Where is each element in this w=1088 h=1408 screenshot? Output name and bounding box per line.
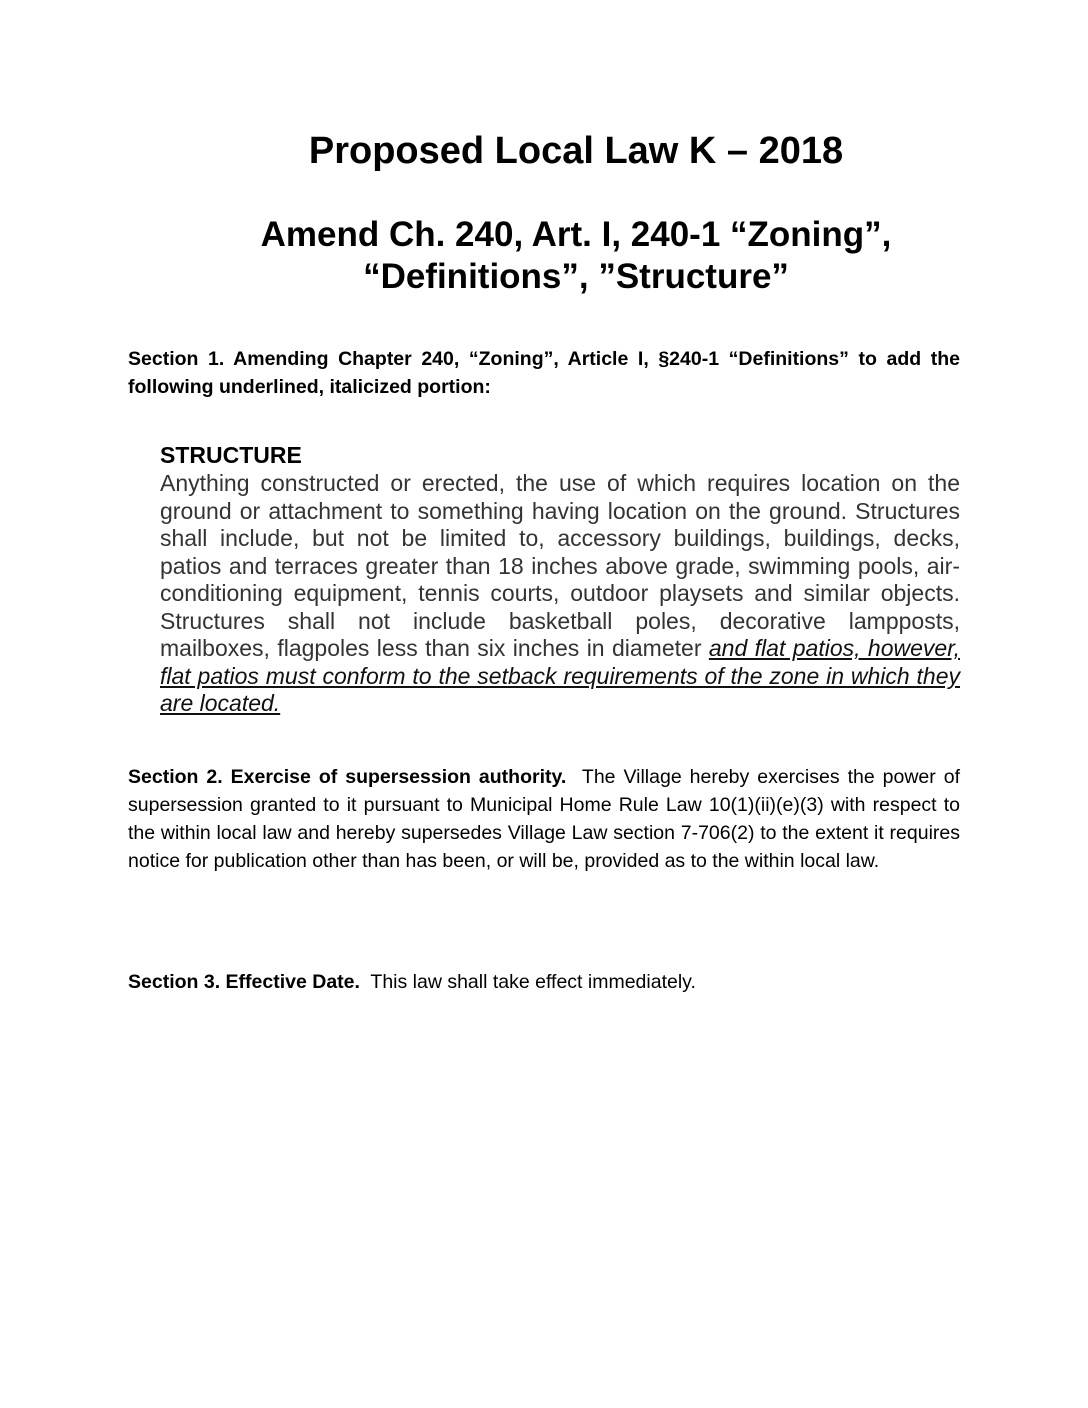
subtitle-line-2: “Definitions”, ”Structure” [363, 257, 789, 296]
definition-term: STRUCTURE [160, 442, 302, 468]
section-2-heading: Section 2. Exercise of supersession authority. [128, 766, 567, 788]
section-1 [128, 345, 960, 401]
document-subtitle [128, 214, 1024, 298]
structure-definition [160, 440, 960, 718]
document-title: Proposed Local Law K – 2018 [308, 130, 844, 172]
section-2-text: The Village hereby exercises the power of supersession granted to it pursuant to Municipal Home Rule Law 10(1)(ii)(e)(3) with respect to the within local law and hereby supersedes Village Law section 7-706(2) to the extent it requires notice for publication other than has been, or will be, provided as to the within local law. [128, 766, 960, 872]
section-3-text: This law shall take effect immediately. [370, 971, 696, 993]
subtitle-line-1: Amend Ch. 240, Art. I, 240-1 “Zoning”, [260, 215, 892, 254]
definition-existing-text: Anything constructed or erected, the use of which requires location on the ground or attachment to something having location on the ground. Structures shall include, but not be limited to, accessory buildings, buildings, decks, patios and terraces greater than 18 inches above grade, swimming pools, air-conditioning equipment, tennis courts, outdoor playsets and similar objects. Structures shall not include basketball poles, decorative lampposts, mailboxes, flagpoles less than six inches in diameter [160, 470, 960, 661]
definition-body [160, 470, 960, 718]
section-3-heading: Section 3. Effective Date. [128, 971, 360, 993]
section-3 [128, 968, 960, 996]
section-2 [128, 763, 960, 875]
definition-added-text: and flat patios, however, flat patios must conform to the setback requirements of the zone in which they are located. [160, 635, 960, 716]
section-1-text: Section 1. Amending Chapter 240, “Zoning”, Article I, §240-1 “Definitions” to add the following underlined, italicized portion: [128, 348, 960, 398]
